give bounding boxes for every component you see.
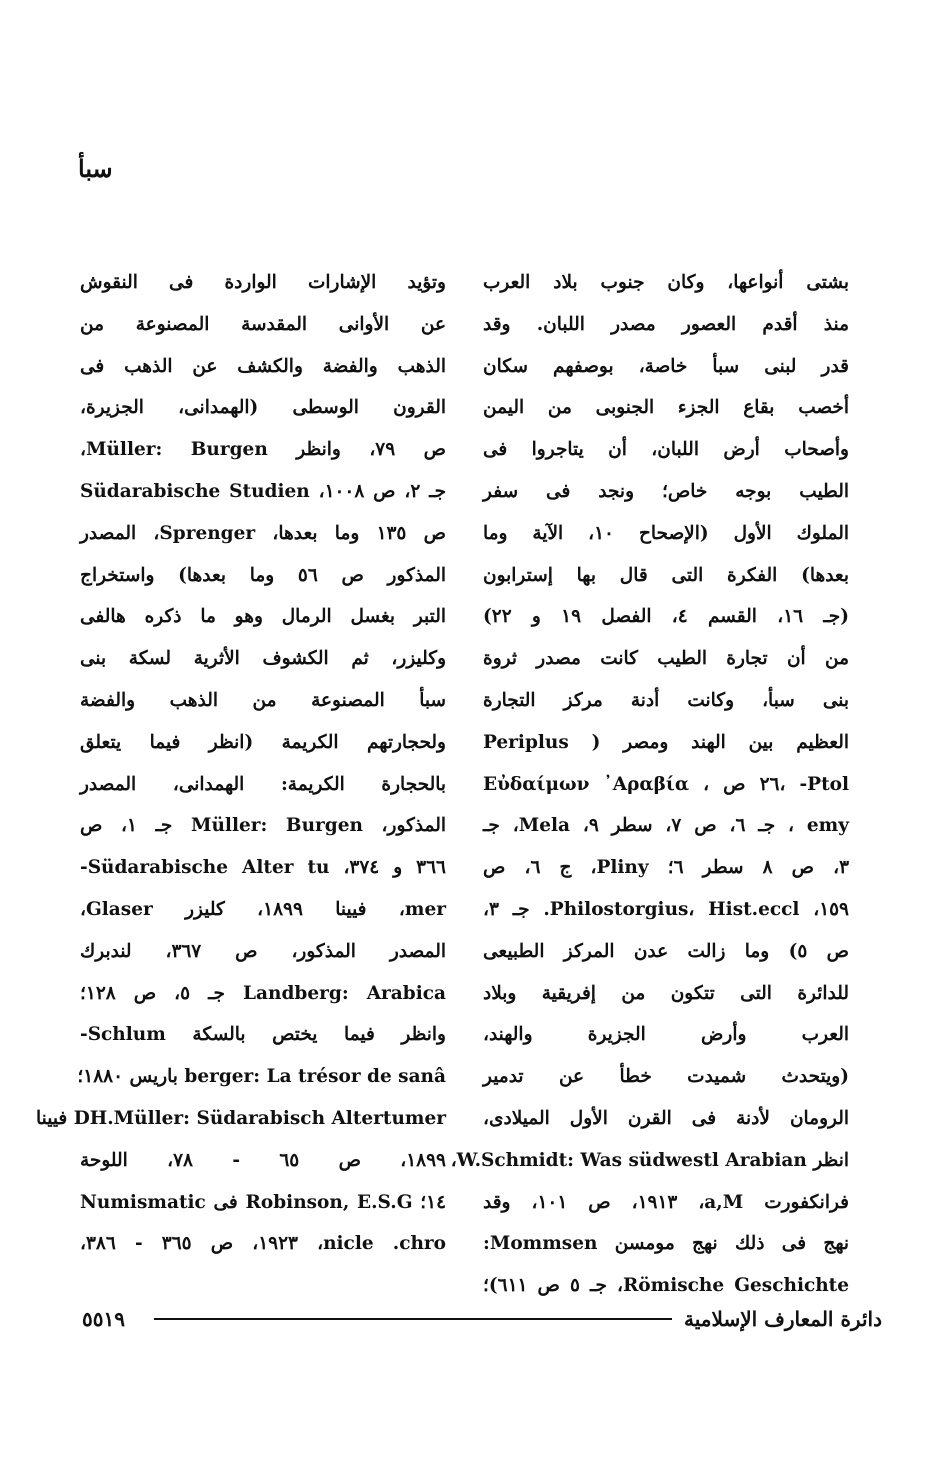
text-line: mer، فيينا ١٨٩٩، كليزر Glaser، xyxy=(80,898,446,920)
text-line: (جـ ١٦، القسم ٤، الفصل ١٩ و ٢٢) xyxy=(483,606,849,628)
text-line: الذهب والفضة والكشف عن الذهب فى xyxy=(80,355,446,377)
text-line: berger: La trésor de sanâ باريس ١٨٨٠؛ xyxy=(77,1066,446,1088)
text-line: وتؤيد الإشارات الواردة فى النقوش xyxy=(80,272,446,293)
text-line: وكليزر، ثم الكشوف الأثرية لسكة بنى xyxy=(80,648,446,670)
text-line: بنى سبأ، وكانت أدنة مركز التجارة xyxy=(483,689,849,711)
page-footer xyxy=(82,1303,882,1335)
text-line: بالحجارة الكريمة: الهمدانى، المصدر xyxy=(80,773,446,795)
text-line: انظر W.Schmidt: Was südwestl Arabian، xyxy=(450,1149,849,1171)
text-line: فرانكفورت a,M، ١٩١٣، ص ١٠١، وقد xyxy=(483,1191,850,1213)
text-line: أخصب بقاع الجزء الجنوبى من اليمن xyxy=(483,397,849,419)
text-line: Ptol- ،٢٦ ص ، Εὐδαίμων ᾿Αραβία xyxy=(483,773,849,795)
text-line: بشتى أنواعها، وكان جنوب بلاد العرب xyxy=(483,272,849,293)
text-line: بعدها) الفكرة التى قال بها إسترابون xyxy=(483,564,849,586)
text-line: ٣٦٦ و ٣٧٤، Südarabische Alter tu- xyxy=(80,857,446,879)
text-line: emy ، جـ ٦، ص ٧، سطر ٩، Mela، جـ xyxy=(483,815,849,837)
text-line: Landberg: Arabica جـ ٥، ص ١٢٨؛ xyxy=(80,982,446,1004)
text-line: وأصحاب أرض اللبان، أن يتاجروا فى xyxy=(483,439,849,461)
text-line: منذ أقدم العصور مصدر اللبان. وقد xyxy=(483,313,849,335)
text-line: (ويتحدث شميدت خطأ عن تدمير xyxy=(483,1066,849,1088)
text-line: ص ٥) وما زالت عدن المركز الطبيعى xyxy=(483,940,849,962)
text-line: جـ ٢، ص ١٠٠٨، Südarabische Studien xyxy=(80,480,447,502)
text-line: عن الأوانى المقدسة المصنوعة من xyxy=(80,313,446,335)
text-line: DH.Müller: Südarabisch Altertumer فيينا xyxy=(36,1107,446,1129)
text-line: قدر لبنى سبأ خاصة، بوصفهم سكان xyxy=(483,355,849,377)
text-line: نهج فى ذلك نهج مومسن Mommsen: xyxy=(483,1233,849,1255)
text-line: الملوك الأول (الإصحاح ١٠، الآية وما xyxy=(483,522,850,544)
text-line: nicle .chro، ١٩٢٣، ص ٣٦٥ - ٣٨٦، xyxy=(80,1233,447,1255)
text-line: ٣، ص ٨ سطر ٦؛ Pliny، ج ٦، ص xyxy=(483,857,850,879)
book-title: دائرة المعارف الإسلامية xyxy=(684,1307,882,1331)
page-number: ٥٥١٩ xyxy=(82,1307,125,1331)
text-line: ص ٧٩، وانظر Müller: Burgen، xyxy=(80,439,447,461)
text-line: المذكور، Müller: Burgen جـ ١، ص xyxy=(80,815,446,837)
text-line: ١٥٩، Philostorgius، Hist.eccl. جـ ٣، xyxy=(483,898,849,920)
footer-rule xyxy=(154,1318,672,1320)
text-line: من أن تجارة الطيب كانت مصدر ثروة xyxy=(483,648,849,670)
text-line: التبر بغسل الرمال وهو ما ذكره هالفى xyxy=(80,606,446,628)
left-column xyxy=(36,262,447,1265)
text-line: للدائرة التى تتكون من إفريقية وبلاد xyxy=(483,982,849,1004)
text-line: الطيب بوجه خاص؛ ونجد فى سفر xyxy=(483,480,849,502)
running-title: سبأ xyxy=(78,154,113,183)
right-column xyxy=(450,262,850,1307)
text-line: العظيم بين الهند ومصر ( Periplus xyxy=(483,731,849,753)
text-line: Römische Geschichte، جـ ٥ ص ٦١١)؛ xyxy=(483,1275,849,1297)
text-line: القرون الوسطى (الهمدانى، الجزيرة، xyxy=(80,397,446,419)
text-line: الرومان لأدنة فى القرن الأول الميلادى، xyxy=(483,1107,849,1129)
text-line: وانظر فيما يختص بالسكة Schlum- xyxy=(80,1024,446,1046)
text-line: ١٤؛ Robinson, E.S.G فى Numismatic xyxy=(80,1191,447,1213)
text-line: المصدر المذكور، ص ٣٦٧، لندبرك xyxy=(80,940,446,962)
text-line: ولحجارتهم الكريمة (انظر فيما يتعلق xyxy=(80,731,446,753)
text-line: المذكور ص ٥٦ وما بعدها) واستخراج xyxy=(80,564,447,586)
text-line: ص ١٣٥ وما بعدها، Sprenger، المصدر xyxy=(80,522,447,544)
text-line: العرب وأرض الجزيرة والهند، xyxy=(483,1024,849,1046)
text-line: ١٨٩٩، ص ٦٥ - ٧٨، اللوحة xyxy=(80,1149,446,1171)
text-line: سبأ المصنوعة من الذهب والفضة xyxy=(80,689,446,711)
